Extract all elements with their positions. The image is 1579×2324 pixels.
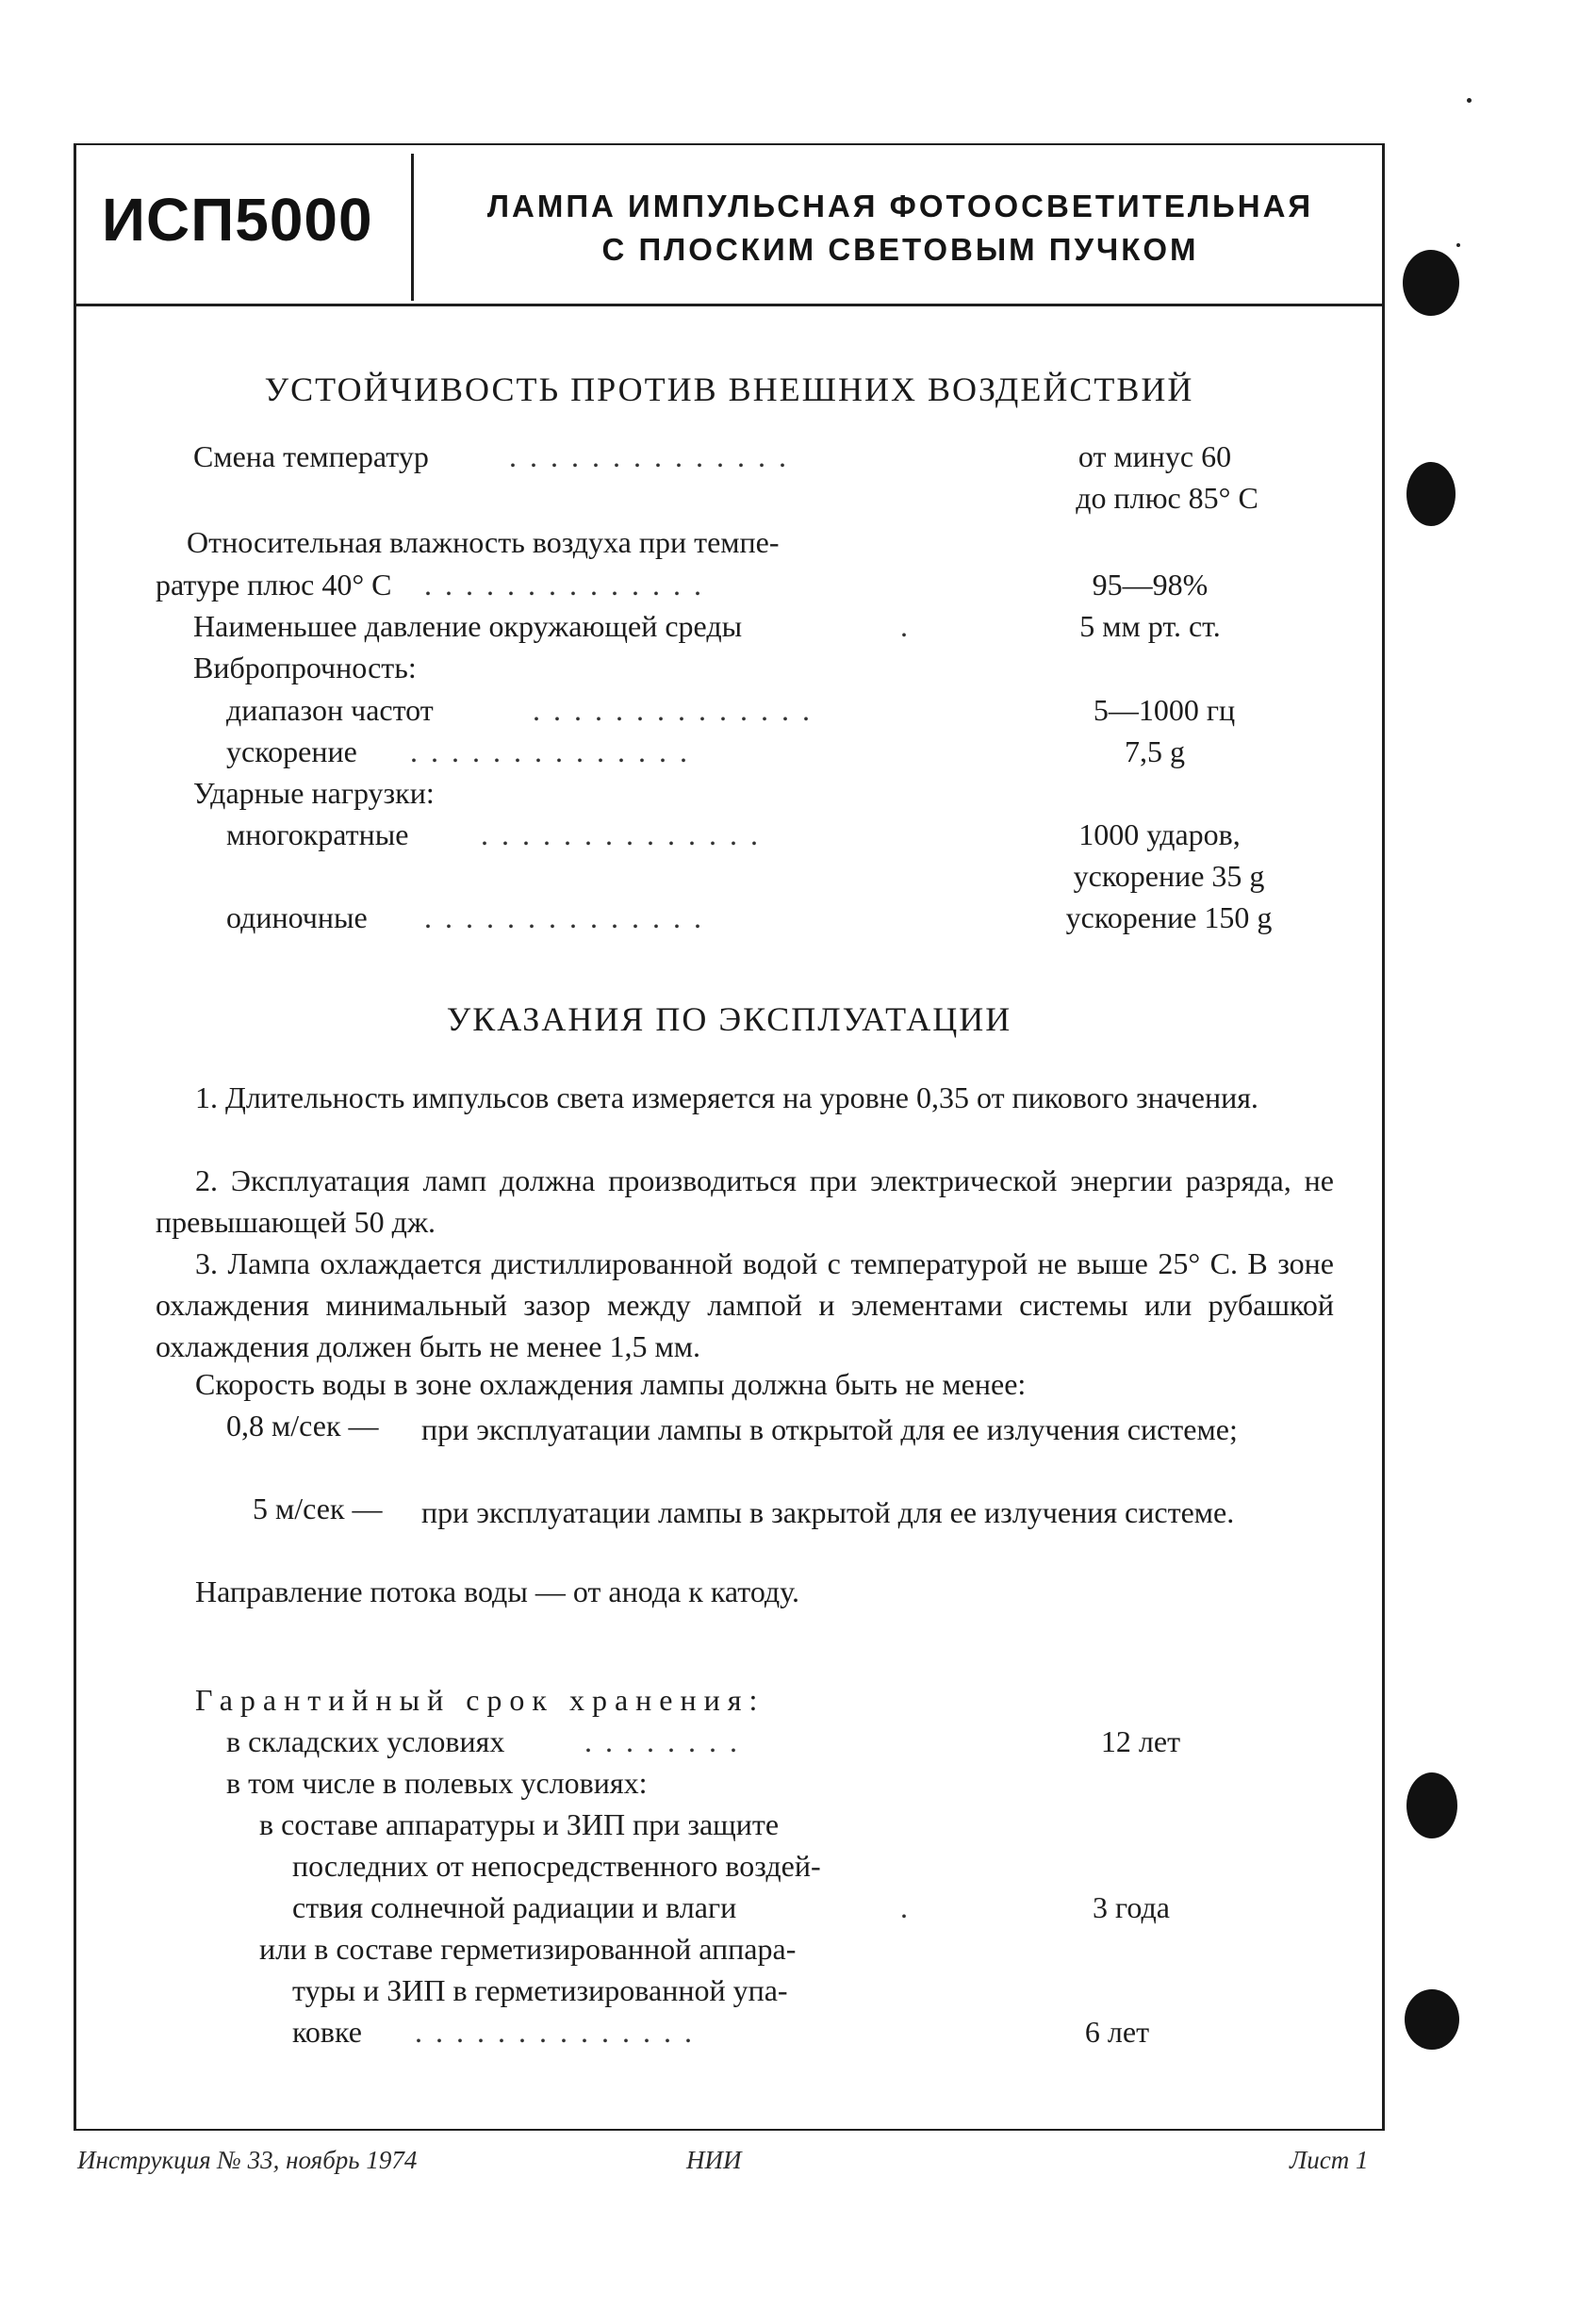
binder-hole <box>1406 1772 1457 1838</box>
storage-zip1-line-2: последних от непосредственного воздей- <box>292 1849 821 1883</box>
dot-leader: .............. <box>509 439 799 473</box>
storage-warehouse-value: 12 лет <box>1100 1724 1181 1758</box>
row-temp-value-2: до плюс 85° С <box>1076 481 1258 515</box>
speed-1-value: 0,8 м/сек — <box>226 1409 379 1442</box>
product-code: ИСП5000 <box>102 186 373 254</box>
section-title-resistance: УСТОЙЧИВОСТЬ ПРОТИВ ВНЕШНИХ ВОЗДЕЙСТВИЙ <box>264 371 1194 408</box>
dot-leader: .............. <box>415 2015 705 2049</box>
row-pressure-value: 5 мм рт. ст. <box>1079 609 1221 643</box>
speed-2-value: 5 м/сек — <box>253 1492 383 1525</box>
row-single-value: ускорение 150 g <box>1065 900 1273 934</box>
footer-instruction: Инструкция № 33, ноябрь 1974 <box>77 2146 418 2174</box>
storage-zip1-line-1: в составе аппаратуры и ЗИП при защите <box>259 1807 780 1841</box>
footer-sheet: Лист 1 <box>1290 2146 1369 2174</box>
dot-leader: . <box>900 1890 921 1924</box>
speed-intro: Скорость воды в зоне охлаждения лампы должна быть не менее: <box>195 1367 1027 1401</box>
storage-zip2-line-3: ковке <box>292 2015 362 2049</box>
row-single-label: одиночные <box>226 900 368 934</box>
row-temp-label: Смена температур <box>193 439 429 473</box>
storage-zip1-value: 3 года <box>1093 1890 1170 1924</box>
binder-hole <box>1403 250 1459 316</box>
speed-1-text: при эксплуатации лампы в открытой для ее излучения системе; <box>421 1412 1238 1446</box>
instruction-3: 3. Лампа охлаждается дистиллированной водой с температурой не выше 25° С. В зоне охлаждения минимальный зазор между лампой и элементами системы или рубашкой охлаждения должен быть не менее 1,5 мм. <box>156 1246 1334 1363</box>
row-pressure-label: Наименьшее давление окружающей среды <box>193 609 743 643</box>
storage-warehouse-label: в складских условиях <box>226 1724 505 1758</box>
storage-zip2-line-2: туры и ЗИП в герметизированной упа- <box>292 1973 788 2007</box>
storage-zip2-value: 6 лет <box>1084 2015 1150 2049</box>
row-freq-label: диапазон частот <box>226 693 434 727</box>
instruction-1: 1. Длительность импульсов света измеряется на уровне 0,35 от пикового значения. <box>195 1080 1258 1114</box>
row-humidity-value: 95—98% <box>1092 568 1209 602</box>
speck <box>1456 243 1460 247</box>
row-freq-value: 5—1000 гц <box>1093 693 1236 727</box>
speck <box>1467 98 1472 103</box>
row-accel-label: ускорение <box>226 734 357 768</box>
flow-direction: Направление потока воды — от анода к катоду. <box>195 1574 799 1608</box>
row-shock-label: Ударные нагрузки: <box>193 776 435 810</box>
storage-field-label: в том числе в полевых условиях: <box>226 1766 648 1800</box>
storage-zip2-line-1: или в составе герметизированной аппара- <box>259 1932 797 1966</box>
row-humidity-label: Относительная влажность воздуха при темпе- <box>187 525 780 559</box>
row-humidity-label-2: ратуре плюс 40° С <box>156 568 392 602</box>
product-title-line-2: С ПЛОСКИМ СВЕТОВЫМ ПУЧКОМ <box>601 232 1199 267</box>
product-title <box>429 185 1372 272</box>
storage-title: Гарантийный срок хранения: <box>195 1683 765 1717</box>
dot-leader: ........ <box>584 1724 750 1758</box>
row-temp-value-1: от минус 60 <box>1077 439 1232 473</box>
product-title-line-1: ЛАМПА ИМПУЛЬСНАЯ ФОТООСВЕТИТЕЛЬНАЯ <box>486 189 1314 223</box>
row-multi-label: многократные <box>226 817 409 851</box>
row-vibration-label: Вибропрочность: <box>193 651 417 684</box>
dot-leader: .............. <box>410 734 700 768</box>
dot-leader: . <box>900 609 921 643</box>
row-accel-value: 7,5 g <box>1125 734 1185 768</box>
dot-leader: .............. <box>424 900 715 934</box>
dot-leader: .............. <box>424 568 715 602</box>
binder-hole <box>1406 462 1456 526</box>
section-title-operation: УКАЗАНИЯ ПО ЭКСПЛУАТАЦИИ <box>446 1000 1012 1038</box>
dot-leader: .............. <box>533 693 823 727</box>
header-divider <box>411 154 414 301</box>
binder-hole <box>1405 1989 1459 2050</box>
row-multi-value-2: ускорение 35 g <box>1073 859 1265 893</box>
footer-institute: НИИ <box>686 2146 742 2174</box>
row-multi-value-1: 1000 ударов, <box>1078 817 1241 851</box>
speed-2-text: при эксплуатации лампы в закрытой для ее излучения системе. <box>421 1495 1235 1529</box>
instruction-2: 2. Эксплуатация ламп должна производиться при электрической энергии разряда, не превышающей 50 дж. <box>156 1163 1334 1239</box>
storage-zip1-line-3: ствия солнечной радиации и влаги <box>292 1890 737 1924</box>
header-rule <box>74 304 1385 306</box>
dot-leader: .............. <box>481 817 771 851</box>
